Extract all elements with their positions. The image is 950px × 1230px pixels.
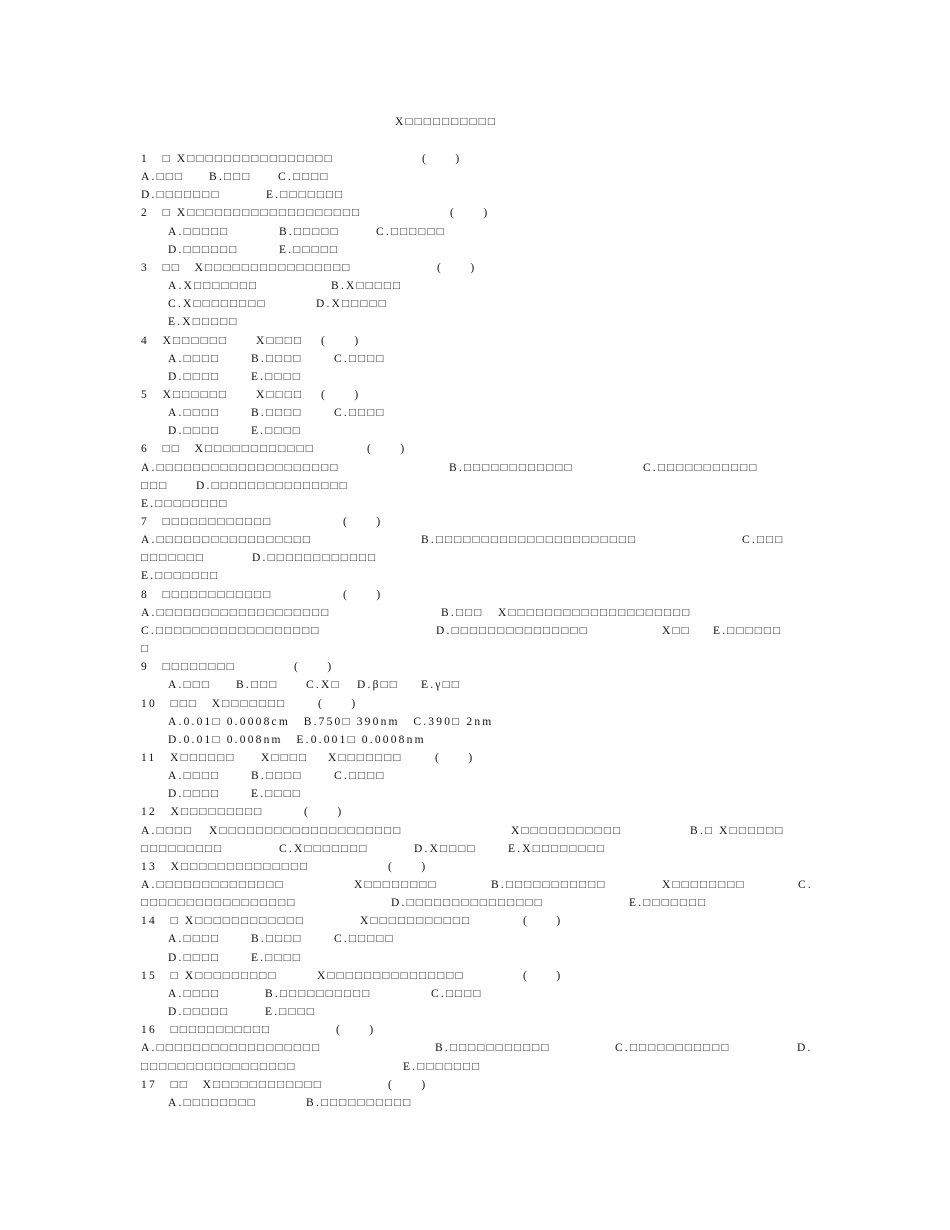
text-segment: A.□□□□ bbox=[168, 770, 221, 782]
text-segment: ( ) bbox=[388, 861, 428, 873]
text-segment: E.□□□□ bbox=[251, 425, 302, 437]
text-segment: B.□□□□□□□□□□□ bbox=[435, 1042, 551, 1054]
text-segment: ( ) bbox=[321, 335, 361, 347]
text-segment: C.□□□ bbox=[742, 534, 785, 546]
text-segment: D.X□□□□□ bbox=[316, 298, 388, 310]
text-segment: ( ) bbox=[367, 443, 407, 455]
text-segment: 9 □□□□□□□□ bbox=[141, 661, 236, 673]
text-segment: ( ) bbox=[343, 589, 383, 601]
text-segment: E.□□□□□ bbox=[279, 244, 340, 256]
text-segment: D. bbox=[797, 1042, 813, 1054]
text-segment: B.X□□□□□ bbox=[331, 280, 403, 292]
text-segment: E.□□□□□□ bbox=[713, 625, 783, 637]
text-segment: D.□□□□ bbox=[168, 952, 221, 964]
text-segment: A.□□□□ bbox=[168, 353, 221, 365]
text-segment: D.X□□□□ bbox=[414, 843, 477, 855]
text-segment: A.□□□□□□□□□□□□□□□□□□ bbox=[141, 1042, 322, 1054]
text-segment: ( ) bbox=[321, 389, 361, 401]
text-segment: B.□□□□□□□□□□□□□□□□□□□□□□ bbox=[421, 534, 638, 546]
text-segment: E.□□□□ bbox=[251, 371, 302, 383]
text-segment: E.γ□□ bbox=[421, 679, 461, 691]
text-segment: B.□□□□□ bbox=[279, 226, 340, 238]
text-segment: 11 X□□□□□□ bbox=[141, 752, 236, 764]
text-segment: X□□□□□□□□□□□□□□□ bbox=[317, 970, 465, 982]
text-segment: C.□□□□□ bbox=[334, 933, 395, 945]
text-segment: C.□□□□ bbox=[334, 353, 386, 365]
text-segment: X□□□□□□□□□□□ bbox=[511, 825, 623, 837]
text-segment: A.□□□□ bbox=[168, 988, 221, 1000]
text-segment: C.□□□□□□□□□□□ bbox=[615, 1042, 731, 1054]
text-segment: C.□□□□ bbox=[334, 770, 386, 782]
text-segment: ( ) bbox=[294, 661, 334, 673]
text-segment: 16 □□□□□□□□□□□ bbox=[141, 1024, 272, 1036]
text-segment: A.□□□□□□□□□□□□□□□□□ bbox=[141, 534, 313, 546]
text-segment: 3 □□ X□□□□□□□□□□□□□□□□ bbox=[141, 262, 352, 274]
text-segment: C.□□□□ bbox=[278, 171, 330, 183]
text-segment: E.X□□□□□ bbox=[168, 316, 239, 328]
text-segment: 14 □ X□□□□□□□□□□□□ bbox=[141, 915, 306, 927]
text-segment: A.□□□□□□□□□□□□□□□□□□□□ bbox=[141, 462, 340, 474]
text-segment: B.□□□□□□□□□□ bbox=[265, 988, 372, 1000]
text-segment: □□□ bbox=[141, 480, 169, 492]
text-segment: X□□□□ bbox=[256, 389, 304, 401]
text-segment: A.□□□□□ bbox=[168, 226, 230, 238]
text-segment: D.□□□□□□□□□□□□□□□ bbox=[196, 480, 349, 492]
text-segment: C.□□□□□□ bbox=[376, 226, 446, 238]
text-segment: 8 □□□□□□□□□□□□ bbox=[141, 589, 273, 601]
text-segment: C. bbox=[798, 879, 813, 891]
text-segment: C.□□□□ bbox=[334, 407, 386, 419]
text-segment: C.X□ bbox=[306, 679, 341, 691]
text-segment: E.□□□□□□□ bbox=[141, 570, 220, 582]
text-segment: C.□□□□□□□□□□□ bbox=[643, 462, 759, 474]
text-segment: E.□□□□□□□ bbox=[403, 1061, 482, 1073]
text-segment: 15 □ X□□□□□□□□□ bbox=[141, 970, 278, 982]
text-segment: □ bbox=[141, 643, 151, 655]
text-segment: B.□□□□□□□□□□□□ bbox=[449, 462, 574, 474]
text-segment: A.□□□□ bbox=[168, 407, 221, 419]
text-segment: X□□□□□□□□□□□□□□□□□□□□ bbox=[498, 607, 692, 619]
text-segment: A.X□□□□□□□ bbox=[168, 280, 259, 292]
text-segment: 4 X□□□□□□ bbox=[141, 335, 229, 347]
text-segment: □□□□□□□ bbox=[141, 552, 206, 564]
document-title: X□□□□□□□□□□ bbox=[395, 116, 497, 128]
text-segment: ( ) bbox=[450, 207, 490, 219]
text-segment: E.□□□□□□□ bbox=[266, 189, 345, 201]
text-segment: ( ) bbox=[336, 1024, 376, 1036]
text-segment: A.□□□ bbox=[168, 679, 212, 691]
text-segment: B.□□□ bbox=[209, 171, 252, 183]
text-segment: ( ) bbox=[304, 806, 344, 818]
text-segment: 1 □ X□□□□□□□□□□□□□□□□ bbox=[141, 153, 334, 165]
text-segment: X□□□□□□□□ bbox=[662, 879, 746, 891]
text-segment: C.X□□□□□□□ bbox=[279, 843, 369, 855]
text-segment: X□□□□□□□□ bbox=[354, 879, 438, 891]
text-segment: B.□□□□□□□□□□□ bbox=[491, 879, 607, 891]
text-segment: C.□□□□□□□□□□□□□□□□□□ bbox=[141, 625, 321, 637]
text-segment: X□□□□□□□ bbox=[328, 752, 403, 764]
text-segment: D.□□□□□□ bbox=[168, 244, 239, 256]
text-segment: □□□□□□□□□ bbox=[141, 843, 224, 855]
text-segment: A.□□□□□□□□ bbox=[168, 1097, 257, 1109]
text-segment: B.□□□□ bbox=[251, 933, 303, 945]
text-segment: 13 X□□□□□□□□□□□□□□ bbox=[141, 861, 310, 873]
text-segment: B.□□□□ bbox=[251, 407, 303, 419]
text-segment: 2 □ X□□□□□□□□□□□□□□□□□□□ bbox=[141, 207, 362, 219]
text-segment: ( ) bbox=[437, 262, 477, 274]
text-segment: C.□□□□ bbox=[431, 988, 483, 1000]
text-segment: 17 □□ X□□□□□□□□□□□□ bbox=[141, 1079, 323, 1091]
text-segment: 6 □□ X□□□□□□□□□□□□ bbox=[141, 443, 315, 455]
text-segment: ( ) bbox=[318, 698, 358, 710]
text-segment: D.□□□□□□□□□□□□ bbox=[252, 552, 378, 564]
text-segment: B.□□□□ bbox=[251, 770, 303, 782]
text-segment: X□□□□□□□□□□□ bbox=[360, 915, 472, 927]
text-segment: D.□□□□ bbox=[168, 371, 221, 383]
text-segment: X□□□□ bbox=[261, 752, 309, 764]
text-segment: □□□□□□□□□□□□□□□□□ bbox=[141, 1061, 297, 1073]
text-segment: E.□□□□□□□□ bbox=[141, 498, 229, 510]
text-segment: B.□□□ bbox=[441, 607, 484, 619]
text-segment: A.□□□ bbox=[141, 171, 185, 183]
text-segment: D.β□□ bbox=[357, 679, 399, 691]
text-segment: B.□ X□□□□□□ bbox=[690, 825, 785, 837]
text-segment: ( ) bbox=[523, 915, 563, 927]
text-segment: X□□ bbox=[662, 625, 691, 637]
text-segment: ( ) bbox=[435, 752, 475, 764]
text-segment: D.□□□□ bbox=[168, 788, 221, 800]
text-segment: D.□□□□□□□□□□□□□□□ bbox=[391, 897, 544, 909]
text-segment: 10 □□□ X□□□□□□□ bbox=[141, 698, 287, 710]
text-segment: X□□□□□□□□□□□□□□□□□□□□ bbox=[209, 825, 403, 837]
text-segment: B.□□□ bbox=[236, 679, 279, 691]
text-segment: D.□□□□□□□ bbox=[141, 189, 221, 201]
text-segment: E.□□□□ bbox=[251, 788, 302, 800]
text-segment: E.X□□□□□□□□ bbox=[508, 843, 606, 855]
text-segment: X□□□□ bbox=[256, 335, 304, 347]
text-segment: 5 X□□□□□□ bbox=[141, 389, 229, 401]
text-segment: ( ) bbox=[388, 1079, 428, 1091]
text-segment: B.□□□□ bbox=[251, 353, 303, 365]
text-segment: D.0.01□ 0.008nm E.0.001□ 0.0008nm bbox=[168, 734, 426, 746]
text-segment: D.□□□□□□□□□□□□□□□ bbox=[436, 625, 589, 637]
text-segment: A.0.01□ 0.0008cm B.750□ 390nm C.390□ 2nm bbox=[168, 716, 494, 728]
text-segment: ( ) bbox=[422, 153, 462, 165]
text-segment: E.□□□□ bbox=[251, 952, 302, 964]
text-segment: ( ) bbox=[523, 970, 563, 982]
text-segment: D.□□□□□ bbox=[168, 1006, 230, 1018]
text-segment: D.□□□□ bbox=[168, 425, 221, 437]
text-segment: E.□□□□□□□ bbox=[629, 897, 708, 909]
text-segment: A.□□□□ bbox=[168, 933, 221, 945]
text-segment: 7 □□□□□□□□□□□□ bbox=[141, 516, 273, 528]
text-segment: C.X□□□□□□□□ bbox=[168, 298, 267, 310]
text-segment: 12 X□□□□□□□□□ bbox=[141, 806, 264, 818]
text-segment: A.□□□□ bbox=[141, 825, 194, 837]
text-segment: ( ) bbox=[343, 516, 383, 528]
text-segment: E.□□□□ bbox=[265, 1006, 316, 1018]
text-segment: A.□□□□□□□□□□□□□□□□□□□ bbox=[141, 607, 331, 619]
text-segment: B.□□□□□□□□□□ bbox=[306, 1097, 413, 1109]
text-segment: □□□□□□□□□□□□□□□□□ bbox=[141, 897, 297, 909]
text-segment: A.□□□□□□□□□□□□□□ bbox=[141, 879, 285, 891]
